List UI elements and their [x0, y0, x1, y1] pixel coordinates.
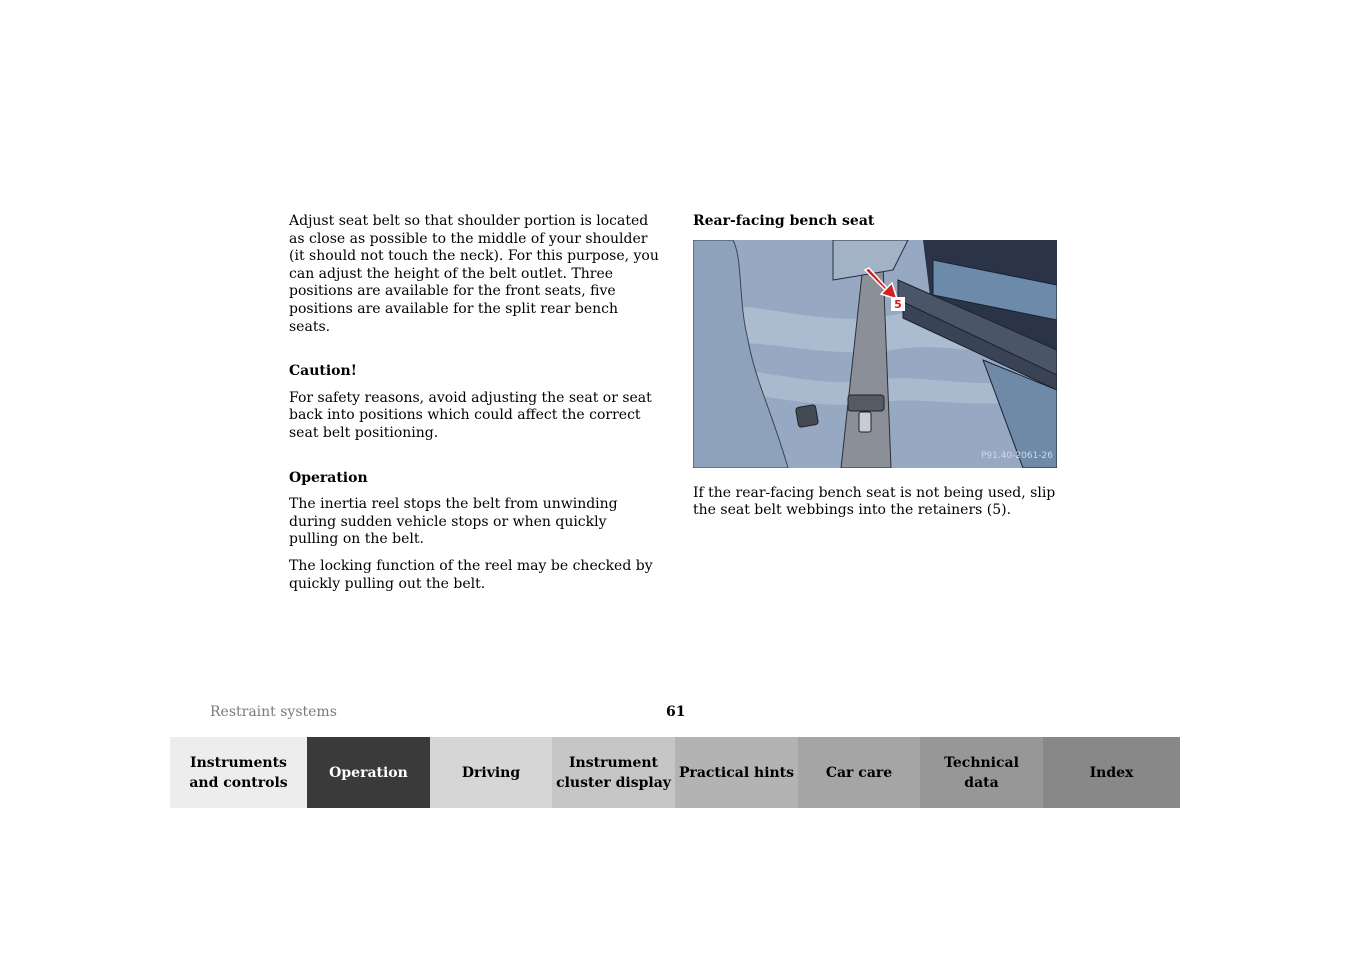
seat-belt-illustration [693, 240, 1057, 468]
caution-heading: Caution! [289, 363, 357, 380]
bench-seat-heading: Rear-facing bench seat [693, 213, 875, 229]
right-column [693, 213, 1063, 529]
chapter-nav [170, 737, 1180, 808]
operation-heading: Operation [289, 469, 368, 486]
operation-text-1: The inertia reel stops the belt from unwinding during sudden vehicle stops or when quickly pulling on the belt. [289, 496, 618, 548]
callout-number: 5 [894, 297, 902, 311]
tab-instrument-cluster-display[interactable]: Instrument cluster display [552, 737, 675, 808]
figure-code: P91.40-2061-26 [980, 451, 1053, 461]
caution-text: For safety reasons, avoid adjusting the seat or seat back into positions which could affect the correct seat belt positioning. [289, 389, 652, 441]
page-number: 61 [666, 704, 686, 720]
tab-index[interactable]: Index [1043, 737, 1180, 808]
tab-driving[interactable]: Driving [430, 737, 552, 808]
tab-instruments-and-controls[interactable]: Instruments and controls [170, 737, 307, 808]
seat-belt-retainer-figure [693, 240, 1057, 468]
tab-practical-hints[interactable]: Practical hints [675, 737, 798, 808]
operation-text-2: The locking function of the reel may be checked by quickly pulling out the belt. [289, 557, 653, 592]
intro-paragraph: Adjust seat belt so that shoulder portion is located as close as possible to the middle of your shoulder (it should not touch the neck). For this purpose, you can adjust the height of the belt outlet. Three positions are available for the front seats, five positions are available for the split rear bench seats. [289, 213, 659, 335]
tab-car-care[interactable]: Car care [798, 737, 920, 808]
left-column [289, 213, 659, 602]
section-title: Restraint systems [210, 704, 337, 720]
tab-technical-data[interactable]: Technical data [920, 737, 1043, 808]
figure-caption: If the rear-facing bench seat is not being used, slip the seat belt webbings into the retainers (5). [693, 484, 1056, 519]
tab-operation[interactable]: Operation [307, 737, 430, 808]
